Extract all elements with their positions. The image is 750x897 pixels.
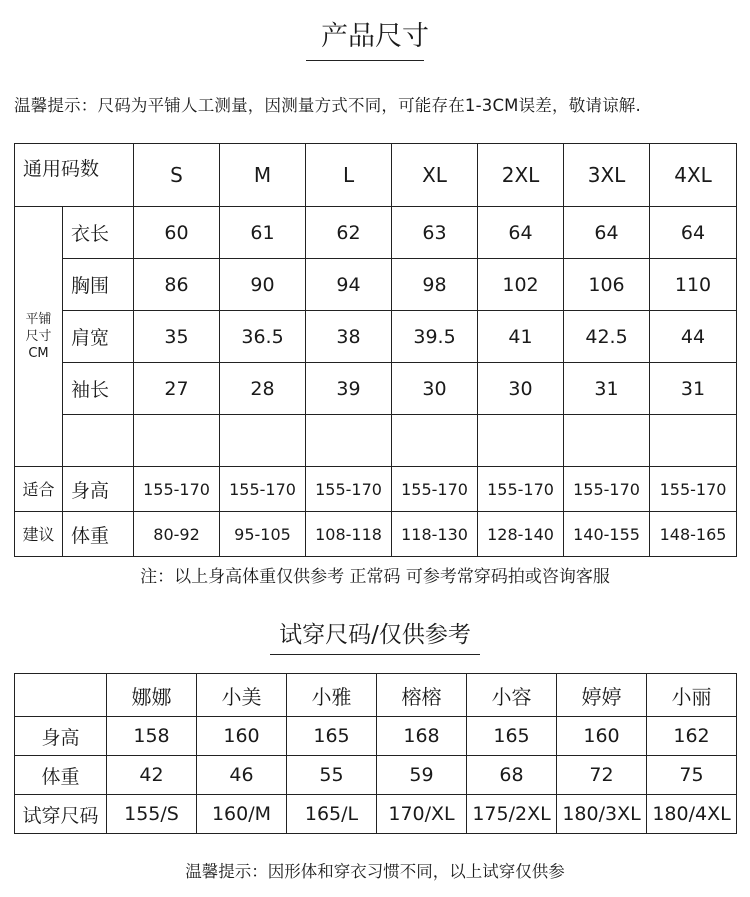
try-corner-cell bbox=[15, 674, 107, 717]
measurement-label: 肩宽 bbox=[63, 311, 134, 363]
measurement-value: 63 bbox=[392, 207, 478, 259]
measurement-row bbox=[15, 259, 737, 311]
measurement-value: 102 bbox=[478, 259, 564, 311]
try-value: 75 bbox=[647, 756, 737, 795]
fit-value: 155-170 bbox=[220, 467, 306, 512]
group-label-line: 尺寸 bbox=[25, 329, 52, 344]
size-note: 注：以上身高体重仅供参考 正常码 可参考常穿码拍或咨询客服 bbox=[140, 567, 610, 587]
measurement-row bbox=[15, 207, 737, 259]
measurement-value: 39 bbox=[306, 363, 392, 415]
try-value: 160 bbox=[557, 717, 647, 756]
try-row-label: 体重 bbox=[15, 756, 107, 795]
group-label-line: CM bbox=[28, 346, 49, 361]
try-on-title-underline bbox=[270, 654, 480, 655]
fit-group-label: 建议 bbox=[15, 512, 63, 557]
try-value: 180/4XL bbox=[647, 795, 737, 834]
measurement-value: 31 bbox=[564, 363, 650, 415]
fit-value: 95-105 bbox=[220, 512, 306, 557]
try-value: 165 bbox=[287, 717, 377, 756]
blank-row bbox=[15, 415, 737, 467]
size-header-row bbox=[15, 144, 737, 207]
measurement-value: 44 bbox=[650, 311, 737, 363]
measurement-value: 64 bbox=[650, 207, 737, 259]
try-value: 155/S bbox=[107, 795, 197, 834]
measurement-value: 110 bbox=[650, 259, 737, 311]
fit-value: 80-92 bbox=[134, 512, 220, 557]
measurement-value: 98 bbox=[392, 259, 478, 311]
fit-row bbox=[15, 512, 737, 557]
model-name-cell: 小美 bbox=[197, 674, 287, 717]
try-row-label: 试穿尺码 bbox=[15, 795, 107, 834]
measurement-value: 30 bbox=[478, 363, 564, 415]
blank-cell bbox=[564, 415, 650, 467]
fit-value: 155-170 bbox=[650, 467, 737, 512]
measurement-value: 90 bbox=[220, 259, 306, 311]
model-name-cell: 婷婷 bbox=[557, 674, 647, 717]
measurement-label: 袖长 bbox=[63, 363, 134, 415]
try-value: 160 bbox=[197, 717, 287, 756]
measurement-value: 28 bbox=[220, 363, 306, 415]
size-header-cell: M bbox=[220, 144, 306, 207]
measurement-tip: 温馨提示：尺码为平铺人工测量，因测量方式不同，可能存在1-3CM误差，敬请谅解. bbox=[14, 96, 641, 115]
try-row-label: 身高 bbox=[15, 717, 107, 756]
try-value: 165/L bbox=[287, 795, 377, 834]
fit-value: 155-170 bbox=[564, 467, 650, 512]
model-name-cell: 小容 bbox=[467, 674, 557, 717]
blank-cell bbox=[63, 415, 134, 467]
try-value: 165 bbox=[467, 717, 557, 756]
try-value: 175/2XL bbox=[467, 795, 557, 834]
group-label-line: 平铺 bbox=[25, 312, 52, 327]
size-header-cell: XL bbox=[392, 144, 478, 207]
try-value: 160/M bbox=[197, 795, 287, 834]
size-header-cell: 4XL bbox=[650, 144, 737, 207]
fit-group-label: 适合 bbox=[15, 467, 63, 512]
measurement-row bbox=[15, 311, 737, 363]
measurement-value: 41 bbox=[478, 311, 564, 363]
fit-value: 155-170 bbox=[392, 467, 478, 512]
fit-row bbox=[15, 467, 737, 512]
try-value: 168 bbox=[377, 717, 467, 756]
fit-value: 140-155 bbox=[564, 512, 650, 557]
size-header-cell: L bbox=[306, 144, 392, 207]
try-value: 59 bbox=[377, 756, 467, 795]
try-on-tip: 温馨提示：因形体和穿衣习惯不同，以上试穿仅供参 bbox=[185, 862, 565, 881]
fit-label: 身高 bbox=[63, 467, 134, 512]
measurement-value: 35 bbox=[134, 311, 220, 363]
model-name-cell: 小丽 bbox=[647, 674, 737, 717]
blank-cell bbox=[306, 415, 392, 467]
measurement-value: 64 bbox=[478, 207, 564, 259]
measurement-value: 62 bbox=[306, 207, 392, 259]
measurement-value: 38 bbox=[306, 311, 392, 363]
measurement-value: 86 bbox=[134, 259, 220, 311]
try-on-table bbox=[14, 673, 737, 834]
try-value: 162 bbox=[647, 717, 737, 756]
try-header-row bbox=[15, 674, 737, 717]
measurement-value: 94 bbox=[306, 259, 392, 311]
try-value: 55 bbox=[287, 756, 377, 795]
try-value: 42 bbox=[107, 756, 197, 795]
measurement-value: 106 bbox=[564, 259, 650, 311]
size-header-cell: 2XL bbox=[478, 144, 564, 207]
fit-value: 155-170 bbox=[134, 467, 220, 512]
blank-cell bbox=[478, 415, 564, 467]
measurement-label: 衣长 bbox=[63, 207, 134, 259]
measurement-value: 64 bbox=[564, 207, 650, 259]
size-corner-label: 通用码数 bbox=[15, 144, 134, 207]
fit-value: 148-165 bbox=[650, 512, 737, 557]
measurement-value: 61 bbox=[220, 207, 306, 259]
try-value: 170/XL bbox=[377, 795, 467, 834]
measurement-value: 39.5 bbox=[392, 311, 478, 363]
measurement-value: 60 bbox=[134, 207, 220, 259]
measurement-value: 27 bbox=[134, 363, 220, 415]
fit-value: 128-140 bbox=[478, 512, 564, 557]
size-header-cell: S bbox=[134, 144, 220, 207]
try-row bbox=[15, 795, 737, 834]
model-name-cell: 小雅 bbox=[287, 674, 377, 717]
measurement-value: 36.5 bbox=[220, 311, 306, 363]
model-name-cell: 榕榕 bbox=[377, 674, 467, 717]
size-header-cell: 3XL bbox=[564, 144, 650, 207]
blank-cell bbox=[650, 415, 737, 467]
fit-value: 155-170 bbox=[478, 467, 564, 512]
size-chart-table bbox=[14, 143, 737, 557]
flat-size-group-label bbox=[15, 207, 63, 467]
try-row bbox=[15, 756, 737, 795]
fit-value: 108-118 bbox=[306, 512, 392, 557]
model-name-cell: 娜娜 bbox=[107, 674, 197, 717]
try-value: 68 bbox=[467, 756, 557, 795]
try-value: 72 bbox=[557, 756, 647, 795]
try-row bbox=[15, 717, 737, 756]
measurement-label: 胸围 bbox=[63, 259, 134, 311]
try-on-title: 试穿尺码/仅供参考 bbox=[279, 622, 471, 648]
fit-value: 118-130 bbox=[392, 512, 478, 557]
measurement-value: 30 bbox=[392, 363, 478, 415]
measurement-row bbox=[15, 363, 737, 415]
fit-value: 155-170 bbox=[306, 467, 392, 512]
measurement-value: 42.5 bbox=[564, 311, 650, 363]
blank-cell bbox=[220, 415, 306, 467]
title-underline bbox=[306, 60, 424, 61]
page-title: 产品尺寸 bbox=[321, 21, 429, 52]
try-value: 46 bbox=[197, 756, 287, 795]
fit-label: 体重 bbox=[63, 512, 134, 557]
try-value: 180/3XL bbox=[557, 795, 647, 834]
measurement-value: 31 bbox=[650, 363, 737, 415]
blank-cell bbox=[134, 415, 220, 467]
try-value: 158 bbox=[107, 717, 197, 756]
blank-cell bbox=[392, 415, 478, 467]
